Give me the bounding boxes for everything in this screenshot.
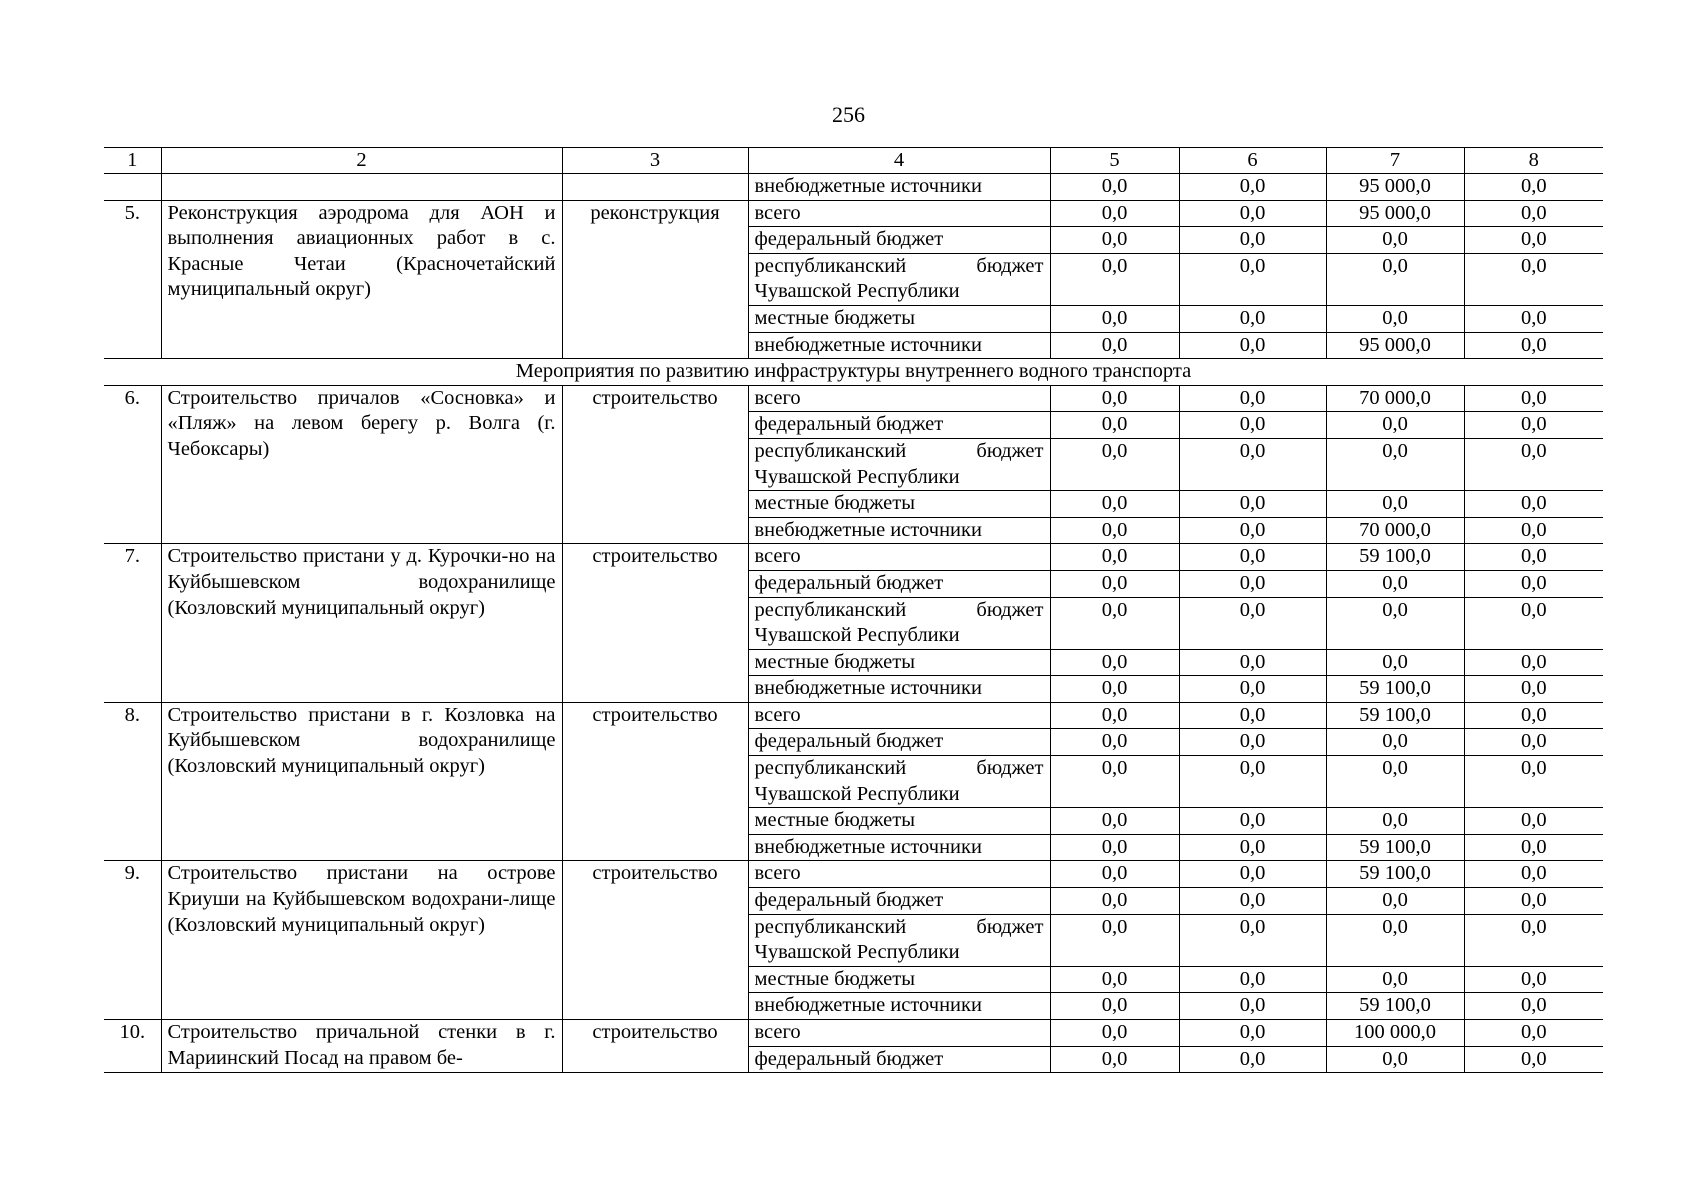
value-cell: 0,0 xyxy=(1326,729,1464,756)
value-cell: 0,0 xyxy=(1050,305,1179,332)
item-name: Строительство пристани у д. Курочки-но на Куйбышевском водохранилище (Козловский муниципальный округ) xyxy=(161,544,562,703)
value-cell: 0,0 xyxy=(1050,253,1179,305)
funding-source-line xyxy=(755,439,1044,465)
value-cell: 0,0 xyxy=(1179,993,1326,1020)
funding-source-part: республиканский xyxy=(754,439,907,462)
value-cell: 0,0 xyxy=(1464,412,1603,439)
value-cell: 0,0 xyxy=(1050,438,1179,490)
funding-source: федеральный бюджет xyxy=(748,729,1050,756)
funding-source: местные бюджеты xyxy=(748,305,1050,332)
value-cell: 0,0 xyxy=(1464,966,1603,993)
value-cell: 0,0 xyxy=(1464,491,1603,518)
funding-source: внебюджетные источники xyxy=(748,834,1050,861)
funding-source: всего xyxy=(748,1020,1050,1047)
value-cell: 0,0 xyxy=(1464,729,1603,756)
funding-source: местные бюджеты xyxy=(748,966,1050,993)
funding-source: федеральный бюджет xyxy=(748,570,1050,597)
funding-source-part: республиканский xyxy=(754,757,907,780)
funding-source: местные бюджеты xyxy=(748,649,1050,676)
value-cell: 0,0 xyxy=(1464,438,1603,490)
value-cell: 0,0 xyxy=(1464,1046,1603,1073)
funding-source-line xyxy=(755,254,1044,280)
value-cell: 0,0 xyxy=(1326,649,1464,676)
value-cell: 0,0 xyxy=(1179,570,1326,597)
funding-source-line xyxy=(755,756,1044,782)
value-cell: 0,0 xyxy=(1179,1046,1326,1073)
continuation-row xyxy=(104,174,1603,201)
item-name: Строительство причальной стенки в г. Мариинский Посад на правом бе- xyxy=(161,1020,562,1073)
value-cell: 70 000,0 xyxy=(1326,385,1464,412)
value-cell: 0,0 xyxy=(1179,1020,1326,1047)
item-name: Строительство пристани на острове Криуши на Куйбышевском водохрани-лище (Козловский муниципальный округ) xyxy=(161,861,562,1020)
value-cell: 0,0 xyxy=(1326,491,1464,518)
item-number: 8. xyxy=(104,702,161,861)
value-cell: 0,0 xyxy=(1179,808,1326,835)
value-cell: 0,0 xyxy=(1464,808,1603,835)
value-cell: 0,0 xyxy=(1179,385,1326,412)
value-cell: 0,0 xyxy=(1464,861,1603,888)
value-cell: 95 000,0 xyxy=(1326,174,1464,201)
value-cell: 0,0 xyxy=(1179,438,1326,490)
value-cell: 0,0 xyxy=(1050,808,1179,835)
value-cell: 0,0 xyxy=(1050,676,1179,703)
column-header: 4 xyxy=(748,148,1050,174)
value-cell: 59 100,0 xyxy=(1326,993,1464,1020)
value-cell: 0,0 xyxy=(1464,544,1603,571)
empty-cell xyxy=(161,174,562,201)
value-cell: 0,0 xyxy=(1464,676,1603,703)
value-cell: 0,0 xyxy=(1179,517,1326,544)
funding-source-line: Чувашской Республики xyxy=(754,280,960,303)
value-cell: 0,0 xyxy=(1050,966,1179,993)
value-cell: 0,0 xyxy=(1326,914,1464,966)
column-header: 6 xyxy=(1179,148,1326,174)
funding-source: всего xyxy=(748,702,1050,729)
value-cell: 0,0 xyxy=(1179,174,1326,201)
value-cell: 0,0 xyxy=(1326,808,1464,835)
value-cell: 100 000,0 xyxy=(1326,1020,1464,1047)
item-number: 9. xyxy=(104,861,161,1020)
value-cell: 0,0 xyxy=(1179,966,1326,993)
empty-cell xyxy=(104,174,161,201)
funding-source: федеральный бюджет xyxy=(748,412,1050,439)
column-header: 3 xyxy=(562,148,748,174)
value-cell: 59 100,0 xyxy=(1326,676,1464,703)
funding-source: внебюджетные источники xyxy=(748,174,1050,201)
item-number: 10. xyxy=(104,1020,161,1073)
table-row xyxy=(104,702,1603,729)
column-header: 5 xyxy=(1050,148,1179,174)
funding-table xyxy=(104,147,1603,1073)
table-row xyxy=(104,544,1603,571)
section-row xyxy=(104,359,1603,386)
value-cell: 0,0 xyxy=(1050,491,1179,518)
value-cell: 0,0 xyxy=(1326,888,1464,915)
funding-source: федеральный бюджет xyxy=(748,888,1050,915)
value-cell: 0,0 xyxy=(1464,649,1603,676)
value-cell: 0,0 xyxy=(1050,227,1179,254)
value-cell: 0,0 xyxy=(1179,491,1326,518)
value-cell: 0,0 xyxy=(1050,1046,1179,1073)
value-cell: 0,0 xyxy=(1179,332,1326,359)
value-cell: 0,0 xyxy=(1179,729,1326,756)
value-cell: 0,0 xyxy=(1179,227,1326,254)
work-type: строительство xyxy=(562,702,748,861)
column-header-row xyxy=(104,148,1603,174)
value-cell: 0,0 xyxy=(1326,305,1464,332)
work-type: строительство xyxy=(562,385,748,544)
value-cell: 95 000,0 xyxy=(1326,332,1464,359)
value-cell: 0,0 xyxy=(1050,729,1179,756)
value-cell: 0,0 xyxy=(1179,888,1326,915)
value-cell: 0,0 xyxy=(1464,385,1603,412)
funding-source: местные бюджеты xyxy=(748,808,1050,835)
funding-source: внебюджетные источники xyxy=(748,332,1050,359)
funding-source-line: Чувашской Республики xyxy=(754,465,960,488)
table-row xyxy=(104,861,1603,888)
funding-source xyxy=(748,756,1050,808)
funding-source-line: Чувашской Республики xyxy=(754,941,960,964)
empty-cell xyxy=(562,174,748,201)
value-cell: 0,0 xyxy=(1464,174,1603,201)
value-cell: 0,0 xyxy=(1464,914,1603,966)
value-cell: 0,0 xyxy=(1179,649,1326,676)
funding-source-line: Чувашской Республики xyxy=(754,782,960,805)
value-cell: 0,0 xyxy=(1050,834,1179,861)
value-cell: 0,0 xyxy=(1179,597,1326,649)
item-number: 5. xyxy=(104,200,161,359)
value-cell: 59 100,0 xyxy=(1326,702,1464,729)
value-cell: 0,0 xyxy=(1179,834,1326,861)
funding-source-part: республиканский xyxy=(754,254,907,277)
value-cell: 0,0 xyxy=(1050,914,1179,966)
value-cell: 0,0 xyxy=(1179,200,1326,227)
value-cell: 0,0 xyxy=(1326,438,1464,490)
work-type: строительство xyxy=(562,1020,748,1073)
value-cell: 0,0 xyxy=(1179,676,1326,703)
funding-source-line xyxy=(755,598,1044,624)
funding-source: всего xyxy=(748,861,1050,888)
value-cell: 0,0 xyxy=(1050,332,1179,359)
funding-source: федеральный бюджет xyxy=(748,1046,1050,1073)
funding-source-line: Чувашской Республики xyxy=(754,624,960,647)
funding-source-part: бюджет xyxy=(976,757,1044,780)
funding-source: местные бюджеты xyxy=(748,491,1050,518)
funding-source: всего xyxy=(748,200,1050,227)
value-cell: 59 100,0 xyxy=(1326,861,1464,888)
work-type: реконструкция xyxy=(562,200,748,359)
value-cell: 0,0 xyxy=(1050,517,1179,544)
funding-source xyxy=(748,253,1050,305)
value-cell: 0,0 xyxy=(1464,332,1603,359)
value-cell: 0,0 xyxy=(1464,888,1603,915)
value-cell: 0,0 xyxy=(1464,305,1603,332)
value-cell: 0,0 xyxy=(1050,200,1179,227)
funding-source xyxy=(748,914,1050,966)
item-number: 7. xyxy=(104,544,161,703)
value-cell: 0,0 xyxy=(1326,756,1464,808)
item-name: Реконструкция аэродрома для АОН и выполнения авиационных работ в с. Красные Четаи (Красночетайский муниципальный округ) xyxy=(161,200,562,359)
value-cell: 0,0 xyxy=(1179,756,1326,808)
value-cell: 0,0 xyxy=(1464,227,1603,254)
value-cell: 0,0 xyxy=(1326,1046,1464,1073)
value-cell: 0,0 xyxy=(1179,544,1326,571)
value-cell: 0,0 xyxy=(1464,1020,1603,1047)
section-heading: Мероприятия по развитию инфраструктуры внутреннего водного транспорта xyxy=(104,359,1603,386)
funding-source-part: республиканский xyxy=(754,598,907,621)
value-cell: 0,0 xyxy=(1050,174,1179,201)
value-cell: 0,0 xyxy=(1050,861,1179,888)
funding-source: внебюджетные источники xyxy=(748,993,1050,1020)
funding-source: внебюджетные источники xyxy=(748,676,1050,703)
value-cell: 70 000,0 xyxy=(1326,517,1464,544)
item-name: Строительство пристани в г. Козловка на Куйбышевском водохранилище (Козловский муниципальный округ) xyxy=(161,702,562,861)
value-cell: 0,0 xyxy=(1050,570,1179,597)
item-number: 6. xyxy=(104,385,161,544)
work-type: строительство xyxy=(562,544,748,703)
page-number: 256 xyxy=(832,102,865,127)
value-cell: 0,0 xyxy=(1326,412,1464,439)
value-cell: 0,0 xyxy=(1464,597,1603,649)
work-type: строительство xyxy=(562,861,748,1020)
item-name: Строительство причалов «Сосновка» и «Пляж» на левом берегу р. Волга (г. Чебоксары) xyxy=(161,385,562,544)
funding-source: федеральный бюджет xyxy=(748,227,1050,254)
value-cell: 0,0 xyxy=(1179,914,1326,966)
value-cell: 0,0 xyxy=(1179,861,1326,888)
value-cell: 0,0 xyxy=(1050,888,1179,915)
column-header: 8 xyxy=(1464,148,1603,174)
table-row xyxy=(104,385,1603,412)
funding-source: внебюджетные источники xyxy=(748,517,1050,544)
value-cell: 0,0 xyxy=(1464,253,1603,305)
value-cell: 0,0 xyxy=(1326,253,1464,305)
value-cell: 59 100,0 xyxy=(1326,544,1464,571)
value-cell: 0,0 xyxy=(1179,253,1326,305)
funding-source-line xyxy=(755,915,1044,941)
value-cell: 95 000,0 xyxy=(1326,200,1464,227)
value-cell: 0,0 xyxy=(1464,756,1603,808)
funding-source-part: бюджет xyxy=(976,915,1044,938)
value-cell: 0,0 xyxy=(1464,702,1603,729)
value-cell: 0,0 xyxy=(1179,305,1326,332)
value-cell: 0,0 xyxy=(1050,544,1179,571)
value-cell: 0,0 xyxy=(1050,412,1179,439)
value-cell: 0,0 xyxy=(1050,1020,1179,1047)
value-cell: 0,0 xyxy=(1050,756,1179,808)
table-body xyxy=(104,148,1603,1073)
value-cell: 59 100,0 xyxy=(1326,834,1464,861)
column-header: 2 xyxy=(161,148,562,174)
funding-source-part: республиканский xyxy=(754,915,907,938)
column-header: 1 xyxy=(104,148,161,174)
value-cell: 0,0 xyxy=(1179,412,1326,439)
value-cell: 0,0 xyxy=(1326,227,1464,254)
table-row xyxy=(104,200,1603,227)
value-cell: 0,0 xyxy=(1326,570,1464,597)
funding-source xyxy=(748,597,1050,649)
value-cell: 0,0 xyxy=(1050,649,1179,676)
funding-source-part: бюджет xyxy=(976,598,1044,621)
value-cell: 0,0 xyxy=(1050,702,1179,729)
value-cell: 0,0 xyxy=(1464,517,1603,544)
value-cell: 0,0 xyxy=(1050,993,1179,1020)
table-row xyxy=(104,1020,1603,1047)
value-cell: 0,0 xyxy=(1179,702,1326,729)
value-cell: 0,0 xyxy=(1326,597,1464,649)
value-cell: 0,0 xyxy=(1464,834,1603,861)
value-cell: 0,0 xyxy=(1050,385,1179,412)
funding-source xyxy=(748,438,1050,490)
funding-source-part: бюджет xyxy=(976,254,1044,277)
value-cell: 0,0 xyxy=(1050,597,1179,649)
value-cell: 0,0 xyxy=(1464,200,1603,227)
funding-source: всего xyxy=(748,544,1050,571)
column-header: 7 xyxy=(1326,148,1464,174)
value-cell: 0,0 xyxy=(1464,570,1603,597)
funding-source-part: бюджет xyxy=(976,439,1044,462)
value-cell: 0,0 xyxy=(1464,993,1603,1020)
value-cell: 0,0 xyxy=(1326,966,1464,993)
funding-source: всего xyxy=(748,385,1050,412)
